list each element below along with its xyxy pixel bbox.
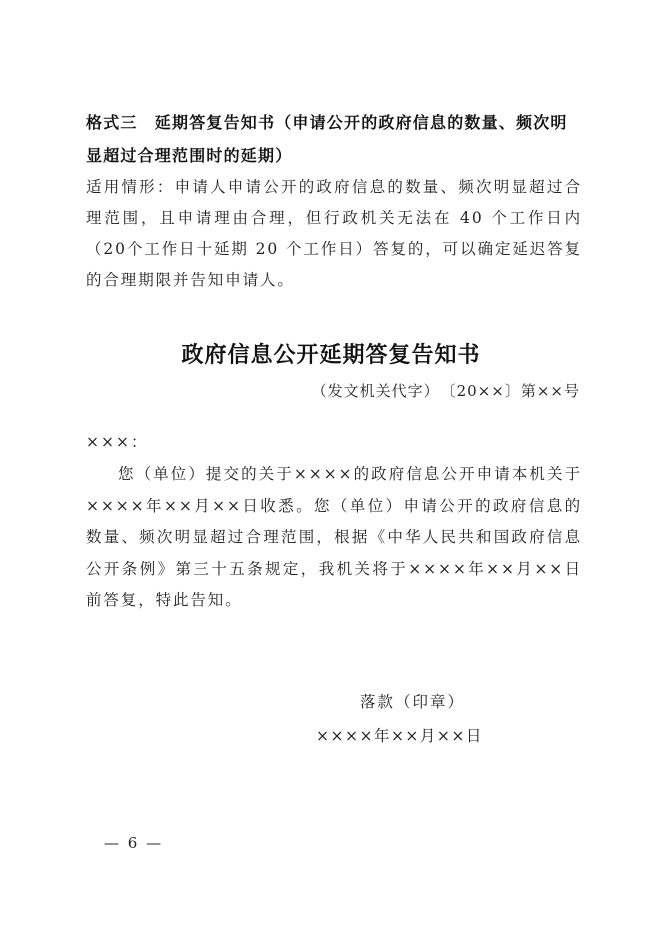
format-heading: 格式三 延期答复告知书（申请公开的政府信息的数量、频次明显超过合理范围时的延期） xyxy=(86,113,568,165)
page-number: — 6 — xyxy=(104,834,164,852)
notice-title: 政府信息公开延期答复告知书 xyxy=(181,342,481,368)
notice-body: 您（单位）提交的关于××××的政府信息公开申请本机关于××××年××月××日收悉。您（单位）申请公开的政府信息的数量、频次明显超过合理范围，根据《中华人民共和国政府信息公开条例》第三十五条规定，我机关将于××××年××月××日前答复，特此告知。 xyxy=(86,465,582,609)
signature-date: ××××年××月××日 xyxy=(316,727,483,745)
signature-line: 落款（印章） xyxy=(360,693,466,711)
salutation: ×××： xyxy=(86,433,149,451)
document-number: （发文机关代字） 〔20××〕第××号 xyxy=(311,382,580,400)
applicable-situation-text: 适用情形：申请人申请公开的政府信息的数量、频次明显超过合理范围，且申请理由合理，但行政机关无法在 40 个工作日内（20个工作日十延期 20 个工作日）答复的，可以确定延迟答复的合理期限并告知申请人。 xyxy=(86,178,582,289)
